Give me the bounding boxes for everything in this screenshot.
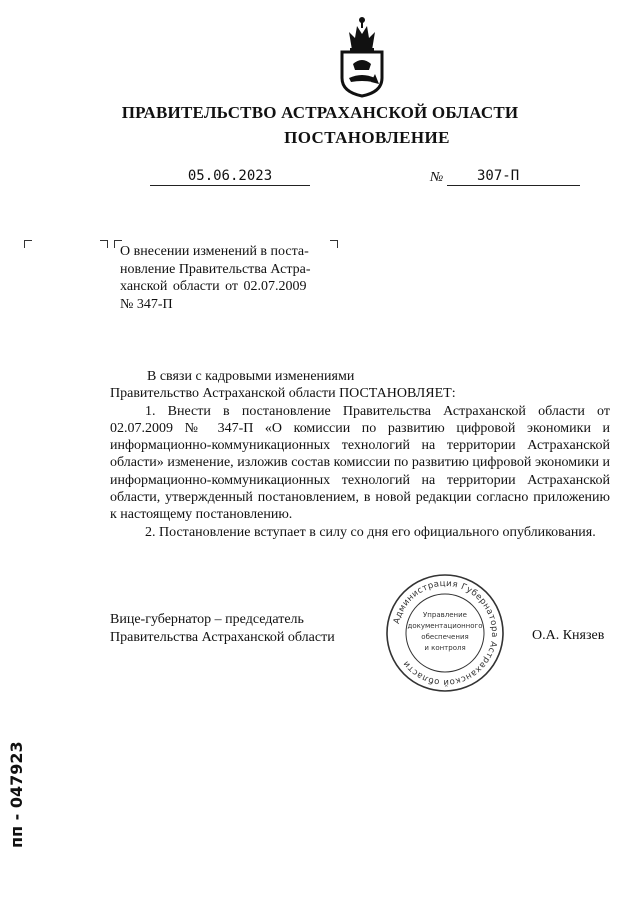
document-type-title: ПОСТАНОВЛЕНИЕ	[284, 128, 450, 147]
position-line: Вице-губернатор – председатель	[110, 612, 304, 627]
document-subject	[120, 243, 342, 313]
item-2-paragraph: 2. Постановление вступает в силу со дня его официального опубликования.	[145, 524, 596, 540]
subject-line: ханской области от 02.07.2009	[120, 279, 307, 294]
serial-text: пп - 047923	[7, 741, 26, 848]
corner-mark-subject-open-a	[100, 240, 108, 248]
document-date: 05.06.2023	[150, 168, 310, 186]
stamp-center-line: Управление	[423, 611, 467, 619]
official-stamp	[384, 572, 506, 694]
form-serial-number	[0, 740, 38, 850]
preamble-line: В связи с кадровыми изменениями	[147, 369, 355, 384]
number-sign: №	[430, 170, 444, 185]
coat-of-arms-emblem	[335, 12, 389, 98]
document-number: 307-П	[447, 168, 580, 186]
document-body	[110, 368, 610, 541]
stamp-center-line: и контроля	[424, 644, 466, 652]
subject-line: О внесении изменений в поста-	[120, 244, 309, 259]
signatory-name: О.А. Князев	[532, 628, 605, 643]
organization-title: ПРАВИТЕЛЬСТВО АСТРАХАНСКОЙ ОБЛАСТИ	[121, 103, 519, 122]
subject-line: № 347-П	[120, 296, 173, 312]
stamp-ring-text: Администрация Губернатора Астраханской области	[391, 578, 500, 688]
position-line: Правительства Астраханской области	[110, 629, 335, 645]
signatory-position	[110, 611, 335, 646]
preamble-line: Правительство Астраханской области ПОСТАНОВЛЯЕТ:	[110, 386, 456, 402]
item-1-paragraph: 1. Внести в постановление Правительства Астраханской области от 02.07.2009 № 347-П «О комиссии по развитию цифровой экономики и информационно-коммуникационных технологий на территории Астраханской области» изменение, изложив состав комиссии по развитию цифровой экономики и информационно-коммуникационных технологий на территории Астраханской области, утвержденный постановлением, в новой редакции согласно приложению к настоящему постановлению.	[110, 403, 610, 523]
corner-mark-left	[24, 240, 32, 248]
subject-line: новление Правительства Астра-	[120, 261, 311, 277]
stamp-center-line: обеспечения	[421, 633, 469, 641]
stamp-center-line: документационного	[407, 622, 483, 630]
